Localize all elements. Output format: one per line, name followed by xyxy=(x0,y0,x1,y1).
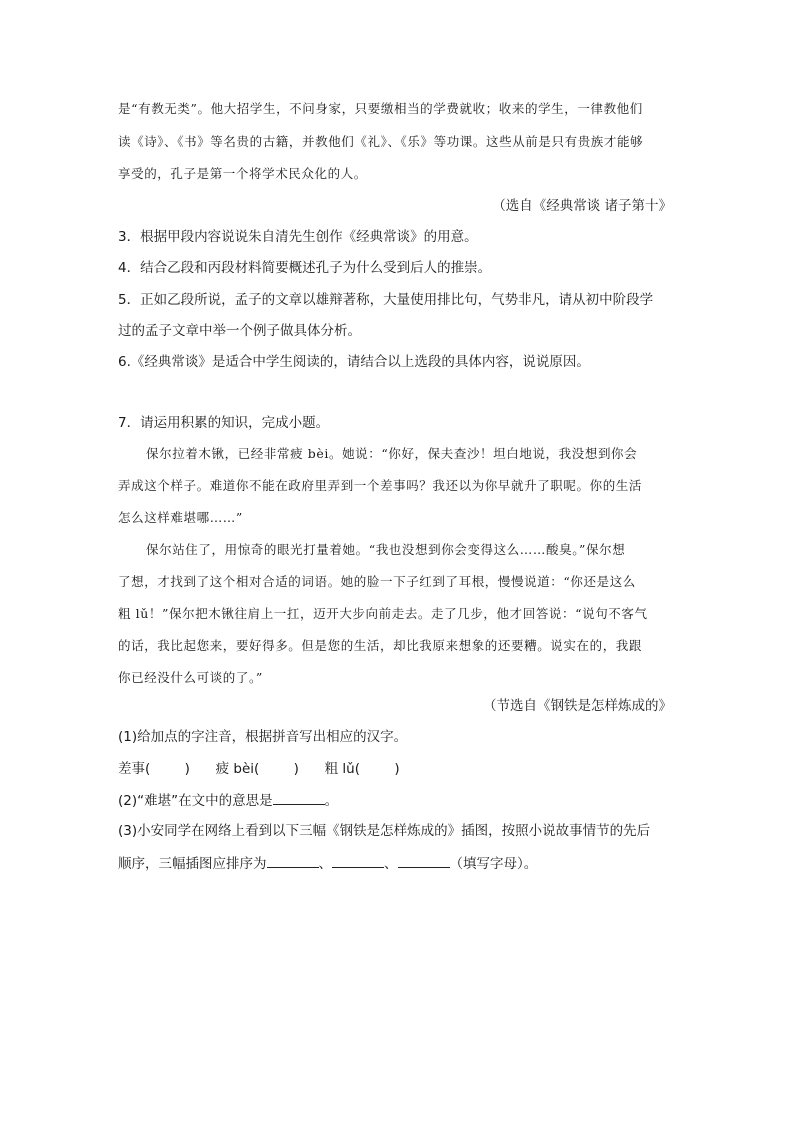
passage-line: 是“有教无类”。他大招学生，不问身家，只要缴相当的学费就收；收来的学生，一律教他们 xyxy=(118,101,643,116)
passage-line: 粗 lǔ！”保尔把木锹往肩上一扛，迈开大步向前走去。走了几步，他才回答说：“说句不客气 xyxy=(118,606,648,621)
passage-line: 享受的，孔子是第一个将学术民众化的人。 xyxy=(118,166,367,181)
separator: 、 xyxy=(318,856,332,872)
passage-line: 读《诗》、《书》等名贵的古籍，并教他们《礼》、《乐》等功课。这些从前是只有贵族才能够 xyxy=(118,134,644,149)
subquestion-3-text: 顺序，三幅插图应排序为 xyxy=(118,856,267,872)
subquestion-3-end: （填写字母）。 xyxy=(449,856,538,872)
passage-source: （节选自《钢铁是怎样炼成的》 xyxy=(483,698,672,714)
answer-blank[interactable] xyxy=(267,853,319,868)
passage-line: 的话，我比起您来，要好得多。但是您的生活，却比我原来想象的还要糟。说实在的，我跟 xyxy=(118,638,643,653)
question-5-continued: 过的孟子文章中举一个例子做具体分析。 xyxy=(118,323,361,339)
subquestion-1-items: 差事( ) 疲 bèi( ) 粗 lǔ( ) xyxy=(118,761,400,777)
subquestion-2-end: 。 xyxy=(324,793,339,809)
passage-line: 你已经没什么可谈的了。” xyxy=(118,670,263,685)
answer-blank[interactable] xyxy=(273,790,325,805)
passage-line: 保尔拉着木锹，已经非常疲 bèi。她说：“你好，保夫查沙！坦白地说，我没想到你会 xyxy=(146,446,638,461)
passage-line: 怎么这样难堪哪……” xyxy=(118,510,243,525)
subquestion-3: (3)小安同学在网络上看到以下三幅《钢铁是怎样炼成的》插图，按照小说故事情节的先后 xyxy=(118,823,651,839)
passage-line: 了想，才找到了这个相对合适的词语。她的脸一下子红到了耳根，慢慢说道：“你还是这么 xyxy=(118,574,636,589)
answer-blank[interactable] xyxy=(398,853,450,868)
question-5: 5．正如乙段所说，孟子的文章以雄辩著称，大量使用排比句，气势非凡，请从初中阶段学 xyxy=(118,292,654,308)
subquestion-2-text: (2)“难堪”在文中的意思是 xyxy=(118,793,273,809)
separator: 、 xyxy=(384,856,398,872)
question-3: 3．根据甲段内容说说朱自清先生创作《经典常谈》的用意。 xyxy=(118,229,478,245)
answer-blank[interactable] xyxy=(332,853,384,868)
question-4: 4．结合乙段和丙段材料简要概述孔子为什么受到后人的推崇。 xyxy=(118,260,492,276)
passage-line: 弄成这个样子。难道你不能在政府里弄到一个差事吗？我还以为你早就升了职呢。你的生活 xyxy=(118,478,643,493)
subquestion-2 xyxy=(118,790,338,811)
question-7-title: 7．请运用积累的知识，完成小题。 xyxy=(118,415,330,431)
question-6: 6.《经典常谈》是适合中学生阅读的，请结合以上选段的具体内容，说说原因。 xyxy=(118,354,590,370)
passage-source: （选自《经典常谈 诸子第十》 xyxy=(492,198,672,214)
passage-line: 保尔站住了，用惊奇的眼光打量着她。“我也没想到你会变得这么……酸臭。”保尔想 xyxy=(146,542,626,557)
subquestion-1: (1)给加点的字注音，根据拼音写出相应的汉字。 xyxy=(118,729,408,745)
subquestion-3-continued xyxy=(118,853,537,874)
